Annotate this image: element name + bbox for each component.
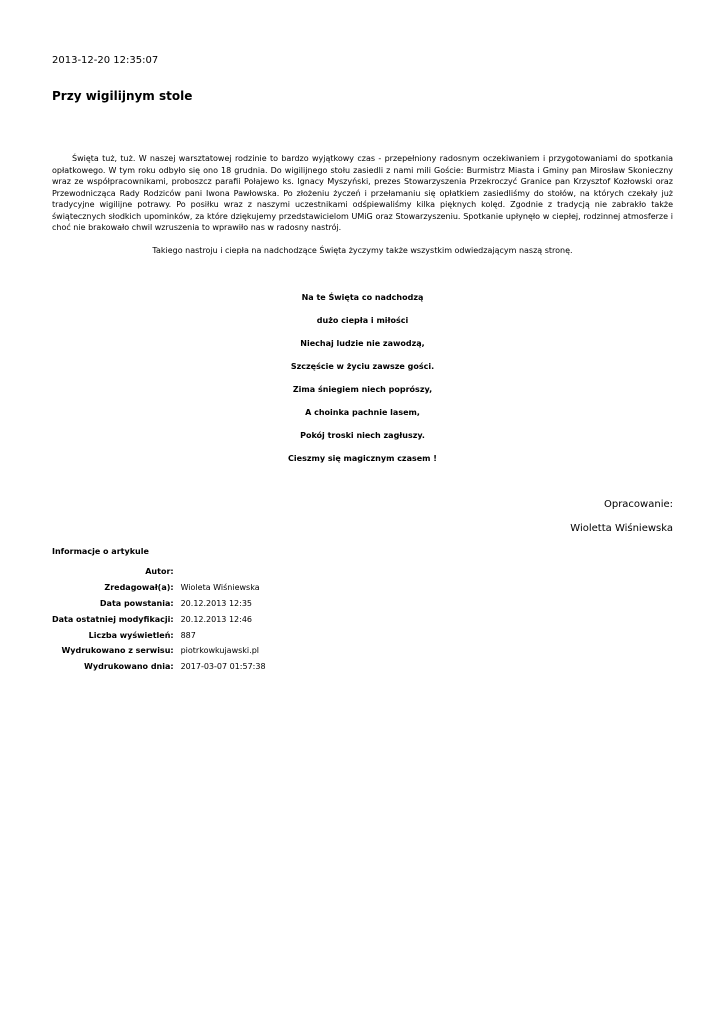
- info-label: Autor:: [145, 567, 174, 577]
- article-info-table: [52, 564, 266, 675]
- poem-line: Cieszmy się magicznym czasem !: [288, 454, 437, 463]
- info-label: Wydrukowano dnia:: [84, 662, 174, 672]
- christmas-poem: [52, 292, 673, 476]
- info-label: Zredagował(a):: [104, 583, 174, 593]
- info-value: Wioleta Wiśniewska: [180, 583, 260, 593]
- poem-line: Niechaj ludzie nie zawodzą,: [300, 339, 425, 348]
- info-value: 2017-03-07 01:57:38: [180, 662, 266, 672]
- credit-label: Opracowanie:: [603, 499, 673, 510]
- info-value: 20.12.2013 12:35: [180, 598, 252, 608]
- poem-line: Szczęście w życiu zawsze gości.: [290, 362, 435, 371]
- info-label: Wydrukowano z serwisu:: [61, 646, 174, 656]
- info-label: Liczba wyświetleń:: [88, 630, 174, 640]
- info-label: Data powstania:: [99, 598, 174, 608]
- info-value: 887: [180, 630, 196, 640]
- info-value: 20.12.2013 12:46: [180, 614, 252, 624]
- poem-line: A choinka pachnie lasem,: [305, 408, 420, 417]
- info-value: piotrkowkujawski.pl: [180, 646, 259, 656]
- article-title: Przy wigilijnym stole: [52, 89, 193, 103]
- info-row-editor: [52, 580, 266, 596]
- poem-line: dużo ciepła i miłości: [316, 316, 409, 325]
- info-value: [181, 564, 266, 580]
- info-label: Data ostatniej modyfikacji:: [52, 614, 174, 624]
- article-paragraph-intro: Święta tuż, tuż. W naszej warsztatowej rodzinie to bardzo wyjątkowy czas - przepełniony radosnym oczekiwaniem i przygotowaniami do spotkania opłatkowego. W tym roku odbyło się ono 18 grudnia. Do wigilijnego stołu zasiedli z nami mili Goście: Burmistrz Miasta i Gminy pan Mirosław Skonieczny wraz ze współpracownikami, proboszcz parafii Połajewo ks. Ignacy Myszyński, prezes Stowarzyszenia Przekroczyć Granice pan Krzysztof Kozłowski oraz Przewodnicząca Rady Rodziców pani Iwona Pawłowska. Po złożeniu życzeń i przełamaniu się opłatkiem zasiedliśmy do stołów, na których czekały już tradycyjne wigilijne potrawy. Po posiłku wraz z naszymi uczestnikami odśpiewaliśmy kilka pięknych kolęd. Zgodnie z tradycją nie zabrakło także świątecznych słodkich upominków, za które dziękujemy przedstawicielom UMiG oraz Stowarzyszeniu. Spotkanie upłynęło w ciepłej, rodzinnej atmosferze i choć nie brakowało chwil wzruszenia to wprawiło nas w radosny nastrój.: [52, 154, 673, 232]
- article-paragraph-wishes: Takiego nastroju i ciepła na nadchodzące Święta życzymy także wszystkim odwiedzającym naszą stronę.: [152, 245, 573, 255]
- poem-line: Pokój troski niech zagłuszy.: [300, 431, 425, 440]
- info-row-printed-from: [52, 643, 266, 659]
- poem-line: Zima śniegiem niech poprószy,: [292, 385, 433, 394]
- article-body: [52, 153, 673, 256]
- article-info-heading: Informacje o artykule: [52, 547, 149, 556]
- credit-author-name: Wioletta Wiśniewska: [570, 523, 673, 534]
- info-row-printed-on: [52, 659, 266, 675]
- info-row-modified: [52, 611, 266, 627]
- article-timestamp: 2013-12-20 12:35:07: [52, 55, 159, 66]
- info-row-views: [52, 627, 266, 643]
- poem-line: Na te Święta co nadchodzą: [301, 293, 424, 302]
- info-row-created: [52, 596, 266, 612]
- info-row-author: [52, 564, 266, 580]
